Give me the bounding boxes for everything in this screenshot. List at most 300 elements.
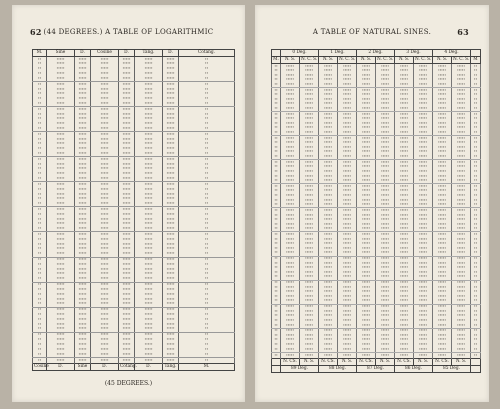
table-cell: ∙∙∙∙∙ [281,352,300,358]
table-cell: ∙∙∙∙∙ [135,151,163,156]
table-cell: ∙∙∙∙∙ [135,67,163,72]
table-cell: ∙∙∙∙∙ [319,126,338,131]
right-page-title: A TABLE OF NATURAL SINES. [312,28,432,36]
degree-footer: 85 Deg. [433,366,471,373]
table-cell: ∙∙∙∙∙ [75,247,91,252]
table-cell: ∙∙∙∙∙ [452,117,471,122]
table-cell: ∙∙∙∙∙ [75,147,91,152]
table-cell: ∙∙ [179,267,235,272]
table-cell: ∙∙ [33,101,47,106]
table-cell: ∙∙ [179,197,235,202]
table-cell: ∙∙∙∙∙ [163,313,179,318]
table-cell: ∙∙∙∙∙ [75,57,91,62]
table-cell: ∙∙∙∙∙ [414,141,433,146]
table-cell: ∙∙∙∙∙ [135,87,163,92]
table-cell: ∙∙∙∙∙ [452,261,471,266]
table-cell: ∙∙∙∙∙ [319,290,338,295]
table-cell: ∙∙∙∙∙ [47,87,75,92]
table-cell: ∙∙∙∙∙ [376,112,395,117]
table-cell: ∙∙∙∙∙ [319,141,338,146]
table-cell: ∙∙∙∙∙ [395,88,414,93]
table-cell: ∙∙∙∙∙ [119,292,135,297]
table-cell: ∙∙∙∙∙ [47,282,75,287]
table-cell: ∙∙∙∙∙ [300,150,319,155]
natural-sines-degree-header [272,50,481,57]
table-cell: ∙∙∙∙∙ [135,302,163,307]
table-cell: ∙∙ [179,282,235,287]
table-cell: ∙∙∙∙∙ [414,232,433,237]
table-cell: ∙∙∙∙∙ [281,126,300,131]
table-cell: ∙∙∙∙∙ [433,112,452,117]
table-cell: ∙∙ [272,208,281,213]
table-cell: ∙∙∙∙∙ [281,227,300,232]
table-cell: ∙∙ [272,189,281,194]
table-cell: ∙∙∙∙∙ [433,294,452,299]
table-cell: ∙∙ [179,277,235,282]
table-cell: ∙∙ [272,82,281,87]
table-cell: ∙∙∙∙∙ [119,227,135,232]
table-cell: ∙∙ [471,131,481,136]
table-cell: ∙∙ [471,347,481,352]
table-cell: ∙∙ [272,304,281,309]
table-cell: ∙∙∙∙∙ [300,131,319,136]
table-cell: ∙∙ [33,332,47,337]
table-cell: ∙∙∙∙∙ [395,338,414,343]
table-cell: ∙∙∙∙∙ [433,314,452,319]
table-cell: ∙∙∙∙∙ [47,157,75,162]
table-cell: ∙∙∙∙∙ [75,142,91,147]
table-cell: ∙∙∙∙∙ [338,328,357,333]
table-cell: ∙∙∙∙∙ [319,203,338,208]
table-cell: ∙∙∙∙∙ [163,162,179,167]
table-cell: ∙∙∙∙∙ [376,290,395,295]
table-cell: ∙∙∙∙∙ [376,237,395,242]
table-cell: ∙∙∙∙∙ [75,137,91,142]
table-cell: ∙∙∙∙∙ [319,256,338,261]
table-cell: ∙∙∙∙∙ [319,73,338,78]
table-cell: ∙∙∙∙∙ [135,76,163,81]
table-cell: ∙∙∙∙∙ [338,160,357,165]
table-cell: ∙∙∙∙∙ [135,101,163,106]
table-cell: ∙∙∙∙∙ [135,147,163,152]
table-cell: ∙∙∙∙∙ [357,222,376,227]
table-cell: ∙∙∙∙∙ [300,179,319,184]
table-cell: ∙∙∙∙∙ [163,126,179,131]
table-cell: ∙∙∙∙∙ [338,64,357,69]
table-cell: ∙∙∙∙∙ [433,64,452,69]
table-cell: ∙∙∙∙∙ [395,117,414,122]
table-cell: ∙∙∙∙∙ [163,222,179,227]
table-cell: ∙∙∙∙∙ [135,232,163,237]
table-cell: ∙∙∙∙∙ [338,106,357,111]
table-cell: ∙∙∙∙∙ [75,317,91,322]
table-cell: ∙∙∙∙∙ [75,357,91,363]
table-cell: ∙∙∙∙∙ [300,208,319,213]
table-cell: ∙∙∙∙∙ [47,338,75,343]
table-cell: ∙∙∙∙∙ [47,192,75,197]
sub-column-header: N. C. S. [339,57,356,62]
table-cell: ∙∙∙∙∙ [357,174,376,179]
table-cell: ∙∙∙∙∙ [319,328,338,333]
table-cell: ∙∙∙∙∙ [281,93,300,98]
table-cell: ∙∙∙∙∙ [357,189,376,194]
table-cell: ∙∙∙∙∙ [135,201,163,206]
table-cell: ∙∙∙∙∙ [452,246,471,251]
table-cell: ∙∙∙∙∙ [319,227,338,232]
table-cell: ∙∙∙∙∙ [452,189,471,194]
table-cell: ∙∙∙∙∙ [91,307,119,312]
table-cell: ∙∙∙∙∙ [300,117,319,122]
table-cell: ∙∙ [33,247,47,252]
table-cell: ∙∙ [33,297,47,302]
table-cell: ∙∙∙∙∙ [300,256,319,261]
table-cell: ∙∙ [33,87,47,92]
table-cell: ∙∙∙∙∙ [163,357,179,363]
table-cell: ∙∙∙∙∙ [135,272,163,277]
table-cell: ∙∙ [471,218,481,223]
table-cell: ∙∙∙∙∙ [91,217,119,222]
table-cell: ∙∙∙∙∙ [357,131,376,136]
table-cell: ∙∙∙∙∙ [281,82,300,87]
corner-cell [471,366,481,373]
table-cell: ∙∙∙∙∙ [75,257,91,262]
table-cell: ∙∙ [471,136,481,141]
table-cell: ∙∙ [471,179,481,184]
table-cell: ∙∙∙∙∙ [47,327,75,332]
table-cell: ∙∙∙∙∙ [376,117,395,122]
table-cell: ∙∙∙∙∙ [135,137,163,142]
table-cell: ∙∙ [471,121,481,126]
table-cell: ∙∙∙∙∙ [163,302,179,307]
table-cell: ∙∙∙∙∙ [376,304,395,309]
table-cell: ∙∙∙∙∙ [281,304,300,309]
table-cell: ∙∙ [471,251,481,256]
table-cell: ∙∙ [272,246,281,251]
table-cell: ∙∙∙∙∙ [300,218,319,223]
table-cell: ∙∙∙∙∙ [119,322,135,327]
table-cell: ∙∙∙∙∙ [119,96,135,101]
table-cell: ∙∙∙∙∙ [395,82,414,87]
table-cell: ∙∙∙∙∙ [91,96,119,101]
column-footer: D. [135,364,163,371]
table-cell: ∙∙∙∙∙ [119,252,135,257]
table-cell: ∙∙ [471,237,481,242]
table-cell: ∙∙∙∙∙ [357,270,376,275]
table-cell: ∙∙∙∙∙ [319,88,338,93]
table-cell: ∙∙∙∙∙ [75,92,91,97]
table-cell: ∙∙∙∙∙ [338,242,357,247]
table-cell: ∙∙∙∙∙ [119,352,135,357]
table-cell: ∙∙ [471,73,481,78]
table-cell: ∙∙∙∙∙ [414,218,433,223]
table-cell: ∙∙∙∙∙ [357,251,376,256]
table-cell: ∙∙∙∙∙ [300,242,319,247]
table-cell: ∙∙ [33,151,47,156]
table-cell: ∙∙∙∙∙ [47,71,75,76]
table-cell: ∙∙∙∙∙ [357,280,376,285]
table-cell: ∙∙∙∙∙ [47,302,75,307]
table-cell: ∙∙∙∙∙ [395,150,414,155]
table-cell: ∙∙∙∙∙ [119,142,135,147]
table-cell: ∙∙∙∙∙ [75,62,91,67]
table-cell: ∙∙ [33,172,47,177]
table-cell: ∙∙∙∙∙ [433,270,452,275]
table-cell: ∙∙∙∙∙ [300,333,319,338]
table-cell: ∙∙ [272,232,281,237]
table-cell: ∙∙∙∙∙ [319,261,338,266]
corner-cell [272,50,281,57]
table-cell: ∙∙∙∙∙ [281,106,300,111]
table-cell: ∙∙∙∙∙ [135,197,163,202]
table-cell: ∙∙∙∙∙ [135,282,163,287]
table-cell: ∙∙∙∙∙ [319,304,338,309]
table-cell: ∙∙ [471,270,481,275]
table-cell: ∙∙∙∙∙ [91,222,119,227]
table-cell: ∙∙∙∙∙ [47,96,75,101]
table-cell: ∙∙∙∙∙ [395,141,414,146]
table-cell: ∙∙ [272,323,281,328]
table-cell: ∙∙∙∙∙ [433,266,452,271]
table-cell: ∙∙∙∙∙ [281,318,300,323]
table-cell: ∙∙∙∙∙ [135,262,163,267]
table-cell: ∙∙ [272,237,281,242]
table-cell: ∙∙∙∙∙ [300,97,319,102]
table-cell: ∙∙∙∙∙ [395,328,414,333]
table-cell: ∙∙∙∙∙ [163,147,179,152]
table-cell: ∙∙∙∙∙ [433,347,452,352]
table-cell: ∙∙∙∙∙ [281,314,300,319]
table-cell: ∙∙∙∙∙ [135,157,163,162]
table-cell: ∙∙∙∙∙ [357,266,376,271]
table-cell: ∙∙∙∙∙ [47,227,75,232]
table-cell: ∙∙∙∙∙ [452,266,471,271]
table-cell: ∙∙∙∙∙ [163,176,179,181]
table-cell: ∙∙∙∙∙ [452,64,471,69]
table-cell: ∙∙ [471,323,481,328]
table-cell: ∙∙∙∙∙ [135,142,163,147]
table-cell: ∙∙∙∙∙ [338,237,357,242]
table-cell: ∙∙∙∙∙ [119,67,135,72]
table-cell: ∙∙∙∙∙ [357,121,376,126]
table-cell: ∙∙∙∙∙ [91,347,119,352]
table-cell: ∙∙∙∙∙ [281,261,300,266]
table-cell: ∙∙∙∙∙ [163,117,179,122]
table-cell: ∙∙∙∙∙ [376,323,395,328]
table-cell: ∙∙∙∙∙ [452,198,471,203]
table-cell: ∙∙∙∙∙ [452,352,471,358]
table-cell: ∙∙∙∙∙ [163,172,179,177]
table-cell: ∙∙∙∙∙ [319,309,338,314]
table-cell: ∙∙∙∙∙ [75,101,91,106]
table-cell: ∙∙∙∙∙ [135,277,163,282]
table-cell: ∙∙∙∙∙ [376,280,395,285]
table-cell: ∙∙∙∙∙ [47,82,75,87]
table-cell: ∙∙∙∙∙ [91,287,119,292]
table-cell: ∙∙∙∙∙ [300,227,319,232]
table-cell: ∙∙∙∙∙ [47,317,75,322]
table-cell: ∙∙∙∙∙ [47,126,75,131]
table-cell: ∙∙ [179,87,235,92]
table-cell: ∙∙∙∙∙ [119,342,135,347]
table-cell: ∙∙∙∙∙ [91,62,119,67]
table-cell: ∙∙∙∙∙ [75,182,91,187]
table-cell: ∙∙∙∙∙ [414,170,433,175]
table-cell: ∙∙∙∙∙ [414,184,433,189]
table-cell: ∙∙∙∙∙ [395,112,414,117]
table-cell: ∙∙∙∙∙ [433,222,452,227]
table-cell: ∙∙ [272,112,281,117]
table-cell: ∙∙∙∙∙ [91,237,119,242]
table-cell: ∙∙∙∙∙ [47,252,75,257]
table-cell: ∙∙∙∙∙ [119,192,135,197]
table-cell: ∙∙∙∙∙ [75,222,91,227]
table-cell: ∙∙∙∙∙ [338,131,357,136]
table-cell: ∙∙ [33,242,47,247]
table-cell: ∙∙∙∙∙ [357,198,376,203]
column-header: Cosine [91,50,119,57]
table-cell: ∙∙∙∙∙ [338,333,357,338]
table-cell: ∙∙ [179,352,235,357]
table-cell: ∙∙ [272,179,281,184]
table-cell: ∙∙∙∙∙ [357,333,376,338]
table-cell: ∙∙∙∙∙ [319,184,338,189]
table-cell: ∙∙∙∙∙ [433,198,452,203]
table-cell: ∙∙∙∙∙ [91,142,119,147]
table-cell: ∙∙ [33,67,47,72]
logarithm-table-body [33,57,235,364]
right-page-number: 63 [457,27,469,37]
table-cell: ∙∙∙∙∙ [414,222,433,227]
table-cell: ∙∙ [33,267,47,272]
table-cell: ∙∙ [33,192,47,197]
table-cell: ∙∙∙∙∙ [395,194,414,199]
table-cell: ∙∙∙∙∙ [281,347,300,352]
table-cell: ∙∙∙∙∙ [135,332,163,337]
table-cell: ∙∙ [471,304,481,309]
logarithm-table-header [33,50,235,57]
table-cell: ∙∙∙∙∙ [281,208,300,213]
table-cell: ∙∙∙∙∙ [91,137,119,142]
table-cell: ∙∙∙∙∙ [163,132,179,137]
table-cell: ∙∙ [471,78,481,83]
table-cell: ∙∙∙∙∙ [452,106,471,111]
table-cell: ∙∙∙∙∙ [119,247,135,252]
table-cell: ∙∙∙∙∙ [119,82,135,87]
table-cell: ∙∙∙∙∙ [395,309,414,314]
table-cell: ∙∙∙∙∙ [414,155,433,160]
table-cell: ∙∙ [179,347,235,352]
table-cell: ∙∙∙∙∙ [300,198,319,203]
table-cell: ∙∙∙∙∙ [319,165,338,170]
table-cell: ∙∙∙∙∙ [47,137,75,142]
table-cell: ∙∙∙∙∙ [91,112,119,117]
table-cell: ∙∙ [471,246,481,251]
table-cell: ∙∙∙∙∙ [357,136,376,141]
table-cell: ∙∙∙∙∙ [281,251,300,256]
table-cell: ∙∙ [471,256,481,261]
table-cell: ∙∙∙∙∙ [47,207,75,212]
table-cell: ∙∙∙∙∙ [357,294,376,299]
table-cell: ∙∙∙∙∙ [135,62,163,67]
table-cell: ∙∙ [272,213,281,218]
table-cell: ∙∙∙∙∙ [395,242,414,247]
table-cell: ∙∙∙∙∙ [376,299,395,304]
table-cell: ∙∙∙∙∙ [75,307,91,312]
table-cell: ∙∙∙∙∙ [47,277,75,282]
table-cell: ∙∙∙∙∙ [281,194,300,199]
table-cell: ∙∙∙∙∙ [338,290,357,295]
table-cell: ∙∙∙∙∙ [433,165,452,170]
table-cell: ∙∙∙∙∙ [433,194,452,199]
table-cell: ∙∙ [471,285,481,290]
table-cell: ∙∙ [33,272,47,277]
table-cell: ∙∙∙∙∙ [300,78,319,83]
table-cell: ∙∙∙∙∙ [338,314,357,319]
table-cell: ∙∙∙∙∙ [163,237,179,242]
table-cell: ∙∙∙∙∙ [47,322,75,327]
table-cell: ∙∙∙∙∙ [91,267,119,272]
table-cell: ∙∙∙∙∙ [119,117,135,122]
table-cell: ∙∙ [179,192,235,197]
table-cell: ∙∙∙∙∙ [357,256,376,261]
table-cell: ∙∙∙∙∙ [357,97,376,102]
table-cell: ∙∙ [33,338,47,343]
table-cell: ∙∙∙∙∙ [91,176,119,181]
table-cell: ∙∙∙∙∙ [376,352,395,358]
sub-column-footer: N. S. [414,359,433,366]
table-cell: ∙∙∙∙∙ [395,121,414,126]
table-cell: ∙∙∙∙∙ [281,121,300,126]
table-cell: ∙∙∙∙∙ [319,275,338,280]
table-cell: ∙∙ [179,176,235,181]
table-cell: ∙∙∙∙∙ [357,184,376,189]
table-cell: ∙∙∙∙∙ [163,96,179,101]
table-cell: ∙∙ [471,117,481,122]
table-cell: ∙∙∙∙∙ [119,162,135,167]
table-cell: ∙∙∙∙∙ [319,270,338,275]
table-cell: ∙∙∙∙∙ [414,88,433,93]
table-cell: ∙∙∙∙∙ [338,338,357,343]
table-cell: ∙∙∙∙∙ [376,213,395,218]
table-cell: ∙∙∙∙∙ [119,71,135,76]
table-cell: ∙∙∙∙∙ [300,88,319,93]
table-cell: ∙∙∙∙∙ [414,121,433,126]
table-cell: ∙∙∙∙∙ [135,222,163,227]
table-cell: ∙∙∙∙∙ [452,112,471,117]
table-cell: ∙∙∙∙∙ [376,246,395,251]
sub-column-header: N. C. S. [301,57,318,62]
table-cell: ∙∙∙∙∙ [357,145,376,150]
table-cell: ∙∙∙∙∙ [414,82,433,87]
left-page-number: 62 [30,27,42,37]
table-cell: ∙∙∙∙∙ [414,299,433,304]
table-cell: ∙∙∙∙∙ [281,198,300,203]
table-cell: ∙∙∙∙∙ [300,294,319,299]
table-cell: ∙∙∙∙∙ [376,78,395,83]
degree-header: 4 Deg. [433,50,471,57]
table-cell: ∙∙∙∙∙ [281,222,300,227]
table-cell: ∙∙∙∙∙ [452,328,471,333]
table-cell: ∙∙ [33,162,47,167]
table-cell: ∙∙∙∙∙ [452,343,471,348]
table-cell: ∙∙∙∙∙ [433,251,452,256]
table-cell: ∙∙∙∙∙ [395,232,414,237]
table-cell: ∙∙∙∙∙ [135,192,163,197]
sub-column-footer: N. CS. [281,359,300,366]
table-cell: ∙∙∙∙∙ [414,290,433,295]
table-cell: ∙∙∙∙∙ [75,313,91,318]
table-cell: ∙∙∙∙∙ [47,257,75,262]
